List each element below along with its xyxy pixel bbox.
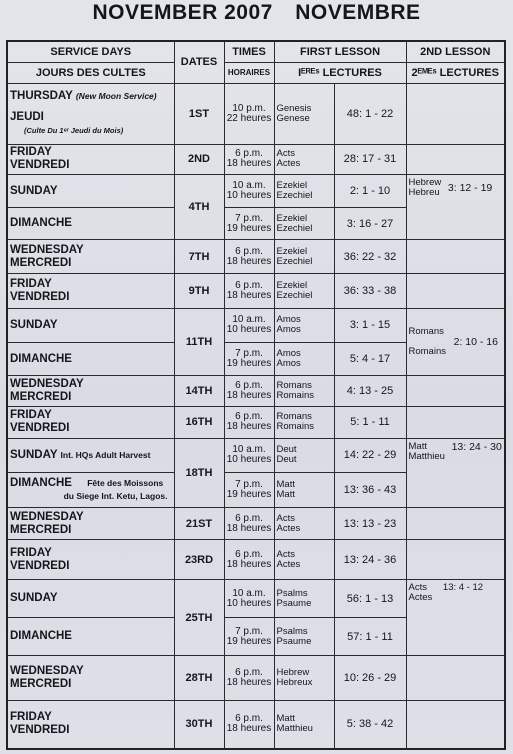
lesson-book-cell [274,580,334,618]
header-deuxiemes-lectures: 2ᴱᴹᴱˢ LECTURES [406,62,505,83]
book-fr: Deut [276,454,297,466]
time-cell [224,407,274,439]
time-cell [224,83,274,144]
second-lesson-cell [406,83,505,144]
table-row [7,240,505,274]
service-day-cell [7,145,174,175]
time-en: 6 p.m. [235,380,263,392]
date-cell: 4TH [174,174,224,240]
lesson-verse-cell: 14: 22 - 29 [334,438,406,472]
day-label-french: JEUDI [10,111,44,124]
title-english: NOVEMBER 2007 [92,1,273,24]
day-note-location: du Siege Int. Ketu, Lagos. [63,491,168,501]
time-fr: 19 heures [226,635,272,647]
time-cell [224,174,274,208]
date-cell: 7TH [174,240,224,274]
lesson-verse-cell: 13: 13 - 23 [334,508,406,540]
service-day-cell [7,273,174,308]
book-en: Ezekiel [276,245,308,257]
second-book-en: Matt [408,440,427,452]
service-day-cell: DIMANCHE [7,342,174,376]
day-label-french: MERCREDI [10,678,72,691]
day-note-french: (Culte Du 1ᵉʳ Jeudi du Mois) [24,126,124,136]
book-fr: Matt [276,489,295,500]
table-row [7,407,505,439]
second-lesson-cell [406,376,505,407]
table-row [7,376,505,407]
table-row [7,308,505,342]
lesson-book-cell [274,376,334,407]
book-fr: Psaume [276,597,312,609]
time-cell [224,376,274,407]
day-label-french: VENDREDI [10,559,70,572]
second-book-fr: Hebreu [408,186,440,198]
table-row [7,508,505,540]
table-row [7,580,505,618]
day-label: THURSDAY [10,90,73,103]
time-fr: 18 heures [226,390,272,402]
book-fr: Ezechiel [276,289,313,301]
time-en: 10 a.m. [232,180,266,192]
lesson-book-cell [274,174,334,208]
lesson-verse-cell: 3: 1 - 15 [334,308,406,342]
time-cell [224,580,274,618]
lesson-verse-cell: 28: 17 - 31 [334,145,406,175]
service-day-cell [7,407,174,439]
second-book-fr: Romains [408,346,446,358]
book-en: Matt [276,713,295,725]
day-label: FRIDAY [10,546,52,559]
lesson-verse-cell: 57: 1 - 11 [334,618,406,656]
service-day-cell [7,240,174,274]
day-label: FRIDAY [10,409,52,422]
date-cell: 28TH [174,656,224,700]
time-fr: 18 heures [226,558,272,570]
day-label: FRIDAY [10,146,52,159]
book-en: Hebrew [276,667,310,679]
time-cell [224,273,274,308]
lesson-verse-cell: 2: 1 - 10 [334,174,406,208]
time-en: 10 p.m. [232,102,266,114]
book-fr: Actes [276,158,301,170]
day-label-french: MERCREDI [10,256,72,269]
service-day-cell [7,376,174,407]
header-jours-des-cultes: JOURS DES CULTES [7,62,174,83]
book-en: Psalms [276,587,308,599]
lesson-verse-cell: 4: 13 - 25 [334,376,406,407]
second-lesson-cell [406,508,505,540]
second-book-en: Hebrew [408,176,442,188]
book-fr: Actes [276,558,301,570]
book-en: Ezekiel [276,212,308,224]
second-lesson-cell [406,273,505,308]
date-cell: 30TH [174,700,224,749]
time-fr: 18 heures [226,677,272,689]
date-cell: 23RD [174,540,224,580]
time-cell [224,308,274,342]
time-en: 6 p.m. [235,411,263,423]
time-cell [224,700,274,749]
book-fr: Ezechiel [276,222,313,234]
time-fr: 19 heures [226,358,272,369]
lesson-book-cell [274,308,334,342]
lesson-book-cell [274,656,334,700]
lesson-book-cell [274,83,334,144]
second-lesson-cell [406,145,505,175]
lesson-verse-cell: 5: 38 - 42 [334,700,406,749]
header-horaires: HORAIRES [224,62,274,83]
book-en: Ezekiel [276,180,308,192]
second-lesson-cell [406,240,505,274]
time-en: 7 p.m. [235,348,263,359]
schedule-table [6,40,506,750]
book-en: Acts [276,548,295,560]
date-cell: 14TH [174,376,224,407]
day-label: WEDNESDAY [10,510,84,523]
lesson-book-cell [274,438,334,472]
time-fr: 18 heures [226,723,272,735]
book-en: Deut [276,444,297,456]
day-label: WEDNESDAY [10,665,84,678]
time-en: 6 p.m. [235,512,263,524]
time-fr: 10 heures [226,190,272,202]
book-fr: Amos [276,324,301,336]
book-fr: Romains [276,390,314,402]
lesson-verse-cell: 13: 24 - 36 [334,540,406,580]
second-lesson-cell [406,700,505,749]
book-fr: Ezechiel [276,255,313,267]
time-fr: 19 heures [226,489,272,500]
lesson-book-cell [274,273,334,308]
book-fr: Hebreux [276,677,313,689]
second-verse: 2: 10 - 16 [453,336,498,349]
service-day-cell [7,656,174,700]
day-label: WEDNESDAY [10,378,84,391]
time-fr: 18 heures [226,289,272,301]
book-fr: Ezechiel [276,190,313,202]
lesson-book-cell [274,342,334,376]
service-day-cell: SUNDAY [7,174,174,208]
table-row [7,656,505,700]
time-en: 10 a.m. [232,444,266,456]
service-day-cell [7,438,174,472]
book-en: Amos [276,348,301,359]
table-row [7,145,505,175]
time-fr: 10 heures [226,597,272,609]
day-label: DIMANCHE [10,477,72,489]
book-en: Genesis [276,102,312,114]
header-premieres-lectures: Iᴱᴿᴱˢ LECTURES [274,62,406,83]
time-cell [224,208,274,240]
day-label-french: VENDREDI [10,159,70,172]
second-lesson-cell [406,308,505,376]
time-en: 7 p.m. [235,625,263,637]
time-cell [224,240,274,274]
time-cell [224,438,274,472]
day-label: WEDNESDAY [10,243,84,256]
lesson-book-cell [274,240,334,274]
day-label-french: VENDREDI [10,422,70,435]
book-fr: Psaume [276,635,312,647]
time-en: 6 p.m. [235,245,263,257]
time-en: 7 p.m. [235,479,263,490]
service-day-cell: SUNDAY [7,580,174,618]
second-lesson-cell [406,540,505,580]
title-french: NOVEMBRE [295,1,421,24]
service-day-cell [7,540,174,580]
book-en: Ezekiel [276,279,308,291]
service-day-cell: DIMANCHE [7,618,174,656]
lesson-book-cell [274,618,334,656]
time-fr: 10 heures [226,454,272,466]
header-times: TIMES [224,41,274,62]
second-book-en: Acts [408,582,427,594]
second-lesson-cell [406,174,505,240]
table-row [7,174,505,208]
lesson-verse-cell: 5: 1 - 11 [334,407,406,439]
day-note: Fête des Moissons [87,478,164,488]
lesson-verse-cell: 36: 33 - 38 [334,273,406,308]
lesson-book-cell [274,472,334,508]
book-fr: Actes [276,522,301,534]
book-en: Acts [276,512,295,524]
book-en: Matt [276,479,295,490]
day-label-french: VENDREDI [10,724,70,737]
lesson-book-cell [274,145,334,175]
lesson-book-cell [274,407,334,439]
book-en: Romans [276,380,312,392]
time-cell [224,508,274,540]
second-lesson-cell [406,656,505,700]
service-day-cell [7,508,174,540]
book-en: Psalms [276,625,308,637]
time-fr: 18 heures [226,421,272,433]
page-title [0,0,513,38]
second-book-fr: Actes [408,592,433,604]
table-row [7,438,505,472]
time-en: 10 a.m. [232,314,266,326]
day-note: (New Moon Service) [75,91,157,102]
book-en: Romans [276,411,312,423]
time-fr: 18 heures [226,158,272,170]
time-cell [224,342,274,376]
time-en: 6 p.m. [235,548,263,560]
lesson-book-cell [274,208,334,240]
lesson-verse-cell: 3: 16 - 27 [334,208,406,240]
second-verse: 3: 12 - 19 [447,181,493,194]
table-row [7,700,505,749]
lesson-verse-cell: 36: 22 - 32 [334,240,406,274]
date-cell: 9TH [174,273,224,308]
time-en: 7 p.m. [235,212,263,224]
day-note: Int. HQs Adult Harvest [60,449,151,460]
second-book-fr: Matthieu [408,450,445,462]
day-label-french: MERCREDI [10,391,72,404]
time-en: 6 p.m. [235,667,263,679]
date-cell: 1ST [174,83,224,144]
book-fr: Matthieu [276,723,313,735]
service-day-cell [7,83,174,144]
header-row-english [7,41,505,62]
day-label: SUNDAY [10,448,58,461]
second-verse: 13: 24 - 30 [451,440,502,453]
day-label: FRIDAY [10,277,52,290]
date-cell: 16TH [174,407,224,439]
date-cell: 11TH [174,308,224,376]
header-second-lesson: 2ND LESSON [406,41,505,62]
time-en: 6 p.m. [235,148,263,160]
time-cell [224,145,274,175]
lesson-verse-cell: 10: 26 - 29 [334,656,406,700]
header-dates: DATES [174,41,224,83]
day-label: FRIDAY [10,711,52,724]
lesson-verse-cell: 13: 36 - 43 [334,472,406,508]
header-row-french [7,62,505,83]
book-fr: Genese [276,112,310,124]
lesson-book-cell [274,508,334,540]
lesson-verse-cell: 48: 1 - 22 [334,83,406,144]
second-lesson-cell [406,407,505,439]
time-en: 10 a.m. [232,587,266,599]
second-lesson-cell [406,438,505,508]
time-en: 6 p.m. [235,279,263,291]
time-cell [224,540,274,580]
time-fr: 18 heures [226,522,272,534]
lesson-verse-cell: 56: 1 - 13 [334,580,406,618]
second-verse: 13: 4 - 12 [442,582,484,594]
service-day-cell [7,700,174,749]
table-row [7,83,505,144]
header-service-days: SERVICE DAYS [7,41,174,62]
lesson-verse-cell: 5: 4 - 17 [334,342,406,376]
time-fr: 18 heures [226,255,272,267]
date-cell: 2ND [174,145,224,175]
time-cell [224,656,274,700]
time-fr: 19 heures [226,222,272,234]
table-row [7,540,505,580]
time-cell [224,472,274,508]
book-fr: Amos [276,358,301,369]
time-en: 6 p.m. [235,713,263,725]
book-fr: Romains [276,421,314,433]
table-row [7,273,505,308]
date-cell: 18TH [174,438,224,508]
second-lesson-cell [406,580,505,656]
service-day-cell [7,472,174,508]
book-en: Amos [276,314,301,326]
service-day-cell: SUNDAY [7,308,174,342]
lesson-book-cell [274,540,334,580]
lesson-book-cell [274,700,334,749]
day-label-french: VENDREDI [10,290,70,303]
date-cell: 21ST [174,508,224,540]
second-book-en: Romans [408,326,444,338]
service-day-cell: DIMANCHE [7,208,174,240]
time-cell [224,618,274,656]
header-first-lesson: FIRST LESSON [274,41,406,62]
time-fr: 22 heures [226,112,272,124]
book-en: Acts [276,148,295,160]
date-cell: 25TH [174,580,224,656]
day-label-french: MERCREDI [10,523,72,536]
time-fr: 10 heures [226,324,272,336]
